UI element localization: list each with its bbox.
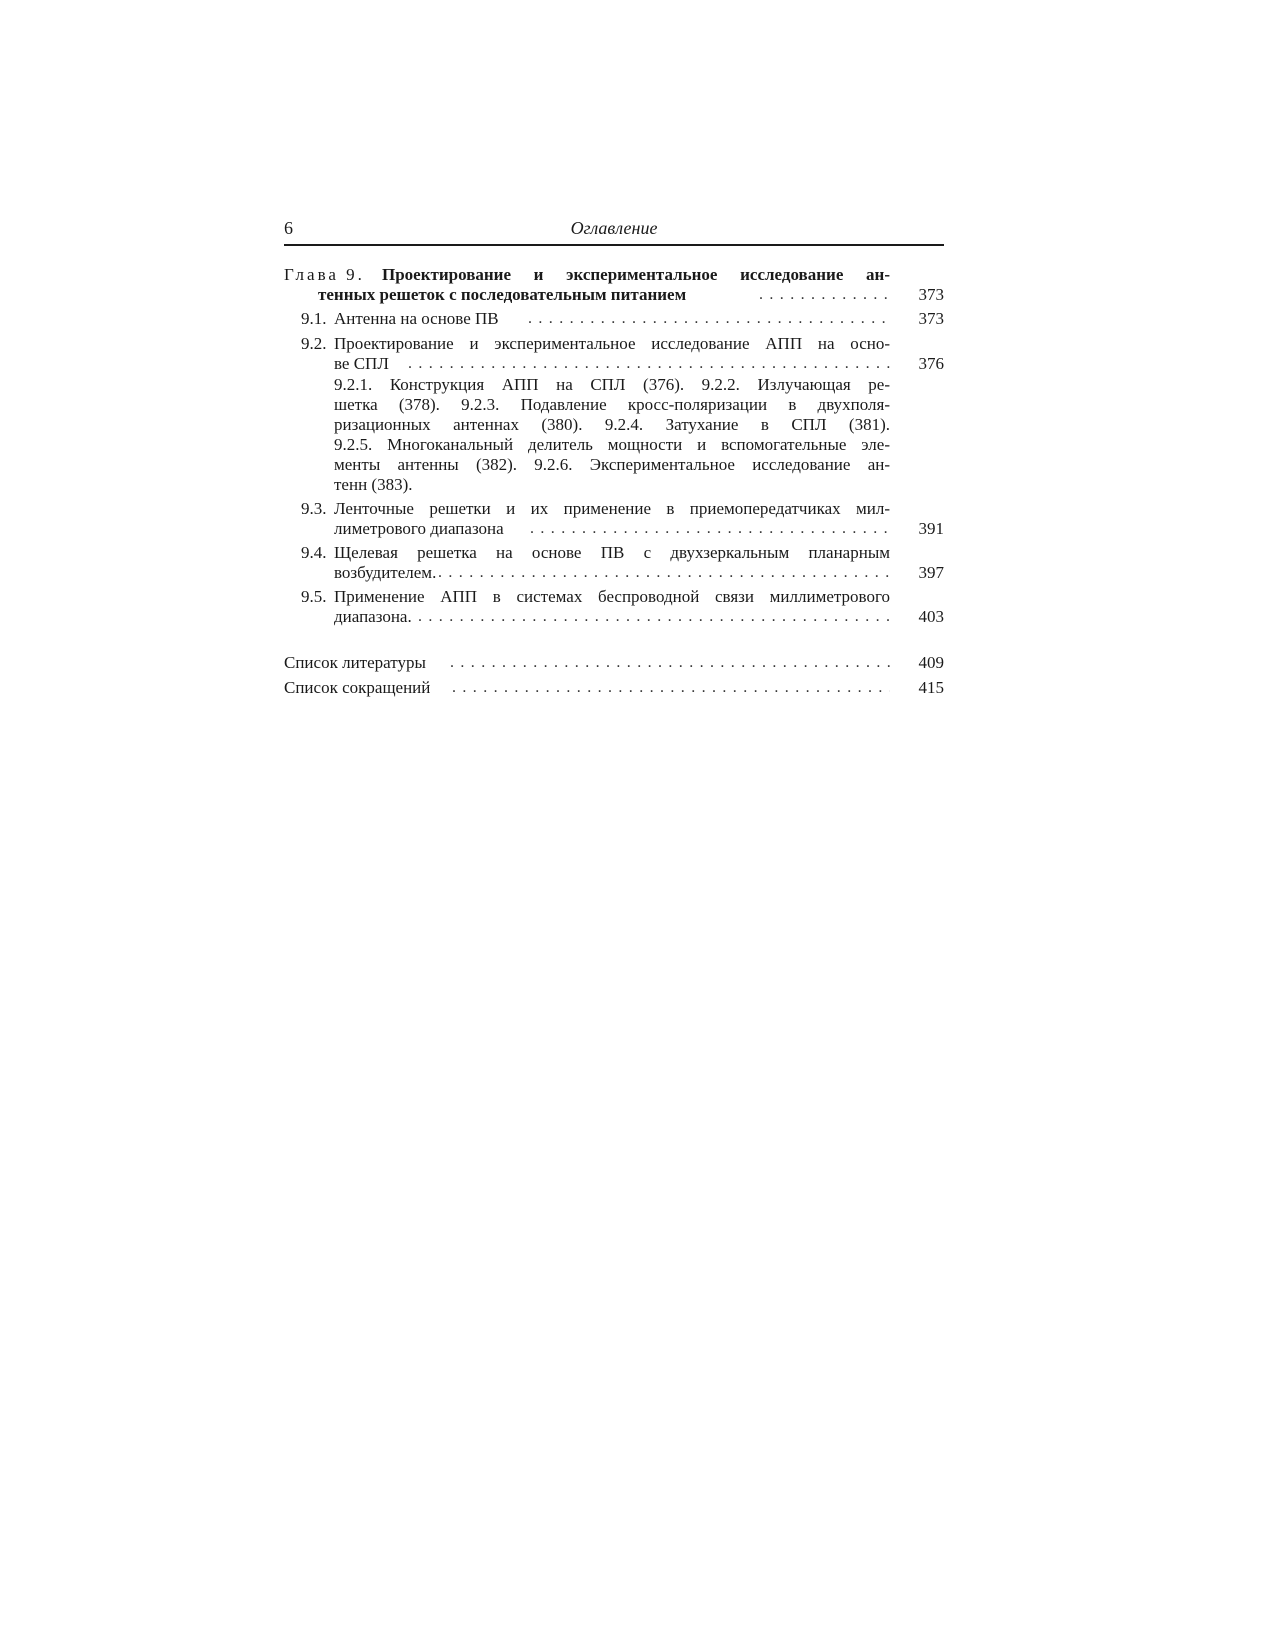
section-page: 403	[918, 607, 944, 626]
chapter-title-line1: Проектирование и экспериментальное исследование ан-	[382, 265, 890, 284]
subsection-line	[284, 394, 944, 416]
subsection-text: шетка (378). 9.2.3. Подавление кросс-поляризации в двухполя-	[334, 395, 890, 414]
section-title: Применение АПП в системах беспроводной связи миллиметрового	[334, 587, 890, 606]
page-number: 6	[284, 218, 293, 238]
toc-entry	[284, 333, 944, 355]
dot-leader	[450, 652, 890, 674]
dot-leader	[528, 308, 890, 330]
subsection-line	[284, 414, 944, 436]
subsection-text: тенн (383).	[334, 475, 413, 494]
subsection-text: 9.2.5. Многоканальный делитель мощности и вспомогательные эле-	[334, 435, 890, 454]
chapter-heading-line2	[284, 284, 944, 306]
toc-entry	[284, 308, 944, 330]
section-title-cont: диапазона.	[334, 607, 412, 626]
dot-leader	[408, 353, 890, 375]
toc-entry-continuation	[284, 518, 944, 540]
subsection-line	[284, 374, 944, 396]
subsection-line	[284, 454, 944, 476]
toc-entry	[284, 586, 944, 608]
section-number: 9.5.	[301, 587, 327, 606]
back-matter-page: 409	[918, 653, 944, 672]
back-matter-page: 415	[918, 678, 944, 697]
section-title-cont: возбудителем.	[334, 563, 437, 582]
section-title: Щелевая решетка на основе ПВ с двухзеркальным планарным	[334, 543, 890, 562]
section-page: 397	[918, 563, 944, 582]
dot-leader	[452, 677, 890, 699]
subsection-text: менты антенны (382). 9.2.6. Экспериментальное исследование ан-	[334, 455, 890, 474]
toc-entry-references	[284, 652, 944, 674]
dot-leader	[759, 284, 890, 306]
subsection-line	[284, 474, 944, 496]
subsection-text: ризационных антеннах (380). 9.2.4. Затухание в СПЛ (381).	[334, 415, 890, 434]
toc-entry-continuation	[284, 353, 944, 375]
section-page: 373	[918, 309, 944, 328]
subsection-text: 9.2.1. Конструкция АПП на СПЛ (376). 9.2.2. Излучающая ре-	[334, 375, 890, 394]
chapter-label: Глава 9.	[284, 265, 365, 284]
section-page: 376	[918, 354, 944, 373]
back-matter-title: Список сокращений	[284, 678, 431, 697]
chapter-page: 373	[918, 285, 944, 304]
section-title-cont: ве СПЛ	[334, 354, 389, 373]
section-number: 9.2.	[301, 334, 327, 353]
section-number: 9.4.	[301, 543, 327, 562]
subsection-line	[284, 434, 944, 456]
dot-leader	[530, 518, 890, 540]
dot-leader	[418, 606, 890, 628]
toc-entry	[284, 498, 944, 520]
toc-entry-continuation	[284, 562, 944, 584]
section-number: 9.3.	[301, 499, 327, 518]
chapter-heading-line1	[284, 264, 944, 286]
dot-leader	[438, 562, 890, 584]
toc-entry	[284, 542, 944, 564]
section-page: 391	[918, 519, 944, 538]
toc-entry-continuation	[284, 606, 944, 628]
running-title: Оглавление	[570, 218, 658, 238]
chapter-title-line2: тенных решеток с последовательным питанием	[318, 285, 687, 304]
running-head	[284, 216, 944, 246]
toc-entry-abbreviations	[284, 677, 944, 699]
section-title: Проектирование и экспериментальное исследование АПП на осно-	[334, 334, 890, 353]
section-title: Антенна на основе ПВ	[334, 309, 499, 328]
section-number: 9.1.	[301, 309, 327, 328]
section-title-cont: лиметрового диапазона	[334, 519, 504, 538]
back-matter-title: Список литературы	[284, 653, 426, 672]
section-title: Ленточные решетки и их применение в приемопередатчиках мил-	[334, 499, 890, 518]
